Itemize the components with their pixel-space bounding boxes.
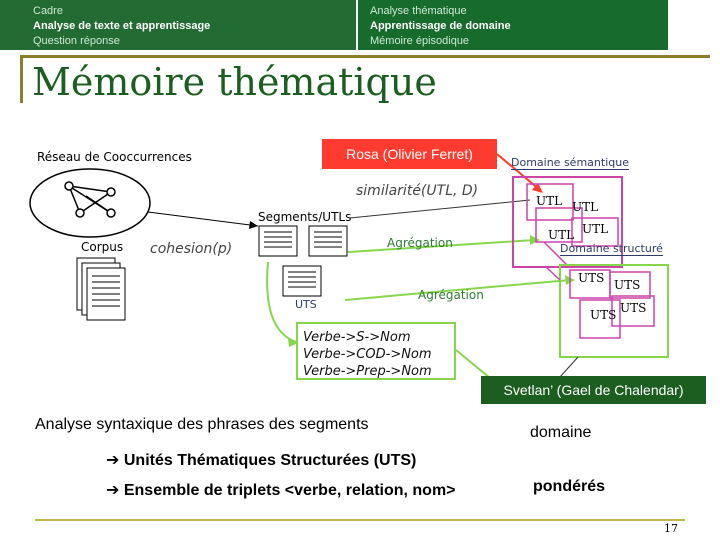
header-left-line-3: Question réponse [33, 35, 120, 47]
bullet-1 [106, 450, 416, 470]
header-left-line-2: Analyse de texte et apprentissage [33, 20, 211, 32]
domaine-semantique-label: Domaine sémantique [511, 156, 629, 169]
bullet-1-text: Unités Thématiques Structurées (UTS) [123, 452, 417, 469]
bullet-2 [106, 480, 456, 500]
domaine-structure-label: Domaine structuré [560, 242, 663, 255]
network-graph-icon [65, 182, 115, 217]
domaine-text: domaine [530, 424, 592, 441]
reseau-label: Réseau de Cooccurrences [37, 150, 192, 164]
segment-doc-icon-2 [309, 226, 347, 256]
corpus-label: Corpus [81, 240, 124, 254]
uts-label-1: UTS [578, 271, 605, 285]
triple-2: Verbe->COD->Nom [303, 347, 432, 362]
arrow-bullet-icon: ➔ [106, 482, 120, 499]
agregation-label-2: Agrégation [418, 288, 484, 302]
network-to-segments-arrow [148, 212, 258, 226]
similarite-formula: similarité(UTL, D) [356, 183, 479, 199]
triples-to-svetlan-arrow [456, 350, 490, 378]
uts-label-4: UTS [620, 301, 647, 315]
triple-3: Verbe->Prep->Nom [303, 364, 432, 379]
corpus-icon [77, 258, 125, 320]
footer-rule [35, 519, 685, 521]
uts-label-3: UTS [590, 308, 617, 322]
rosa-badge: Rosa (Olivier Ferret) [322, 139, 497, 169]
segment-doc-icon-1 [259, 226, 297, 256]
utl-label-2: UTL [572, 200, 599, 214]
header-left-line-1: Cadre [33, 5, 63, 17]
header-right-line-2: Apprentissage de domaine [370, 20, 511, 32]
segment-doc-icon-3 [283, 266, 321, 296]
bullet-2-text: Ensemble de triplets <verbe, relation, nom> [123, 482, 456, 499]
agregation-label-1: Agrégation [387, 236, 453, 250]
svetlan-to-uts-arrow [560, 357, 578, 377]
analyse-text: Analyse syntaxique des phrases des segments [35, 416, 369, 433]
page-number: 17 [664, 522, 678, 535]
uts-label-2: UTS [614, 278, 641, 292]
ponderes-text: pondérés [533, 478, 606, 495]
similarity-arrow [350, 200, 530, 218]
uts-label: UTS [295, 298, 317, 311]
header-right-line-1: Analyse thématique [370, 5, 467, 17]
segments-label: Segments/UTLs [258, 210, 352, 224]
utl-label-3: UTL [548, 228, 575, 242]
arrow-bullet-icon: ➔ [106, 452, 120, 469]
svetlan-badge: Svetlan’ (Gael de Chalendar) [481, 376, 706, 404]
triples-box [296, 322, 456, 380]
header-right-line-3: Mémoire épisodique [370, 35, 470, 47]
page-title: Mémoire thématique [32, 60, 437, 104]
utl-label-4: UTL [582, 222, 609, 236]
network-ellipse [30, 169, 150, 237]
triple-1: Verbe->S->Nom [303, 330, 411, 345]
cohesion-formula: cohesion(p) [150, 241, 233, 257]
utl-label-1: UTL [536, 194, 563, 208]
